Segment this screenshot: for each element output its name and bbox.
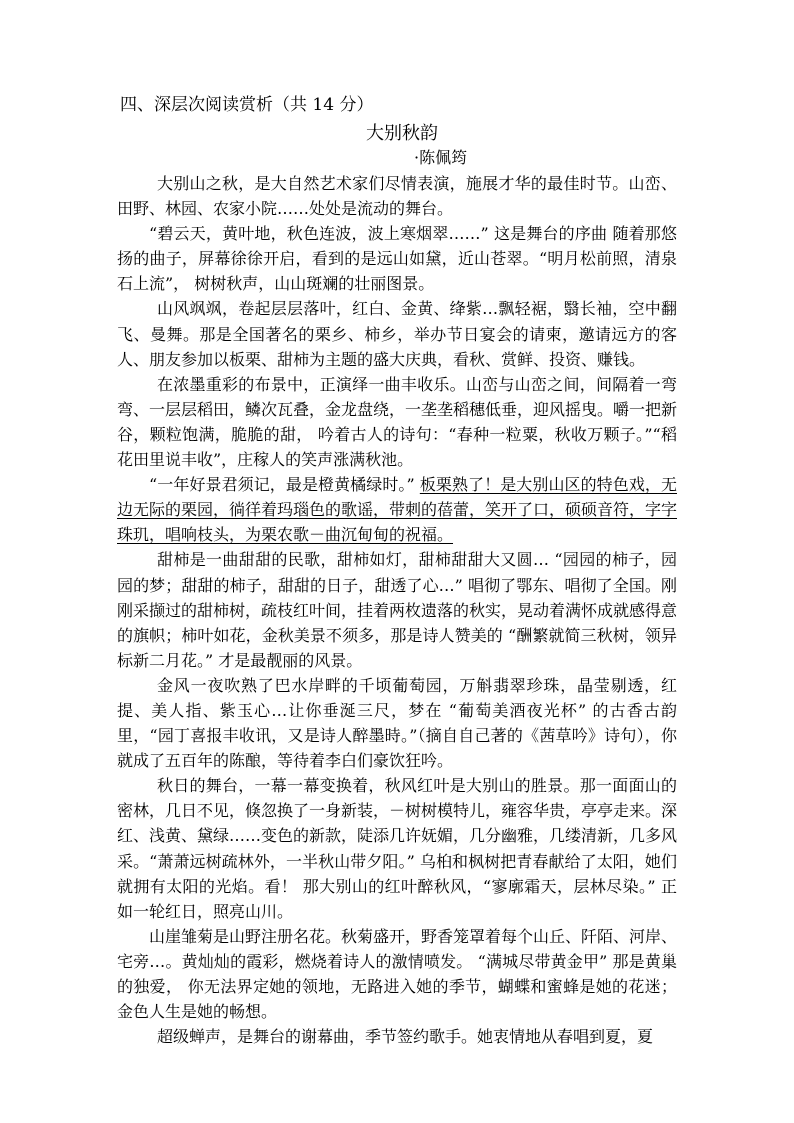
article-title: 大别秋韵: [366, 123, 438, 144]
paragraph: 甜柿是一曲甜甜的民歌，甜柿如灯，甜柿甜甜大又圆… “园园的柿子，园园的梦；甜甜的柿子，甜甜的日子，甜透了心…” 唱彻了鄂东、唱彻了全国。刚刚采撷过的甜柿树，疏枝红叶间，挂着两枚遗落的秋实，晃动着满怀成就感得意的旗帜；柿叶如花，金秋美景不须多，那是诗人赞美的 “酬繁就简三秋树，领异标新二月花。” 才是最靓丽的风景。: [117, 550, 678, 670]
paragraph: 金风一夜吹熟了巴水岸畔的千顷葡萄园，万斛翡翠珍珠，晶莹剔透，红提、美人指、紫玉心…让你垂涎三尺，梦在 “葡萄美酒夜光杯” 的古香古韵里，“园丁喜报丰收讯，又是诗人醉墨時。”（摘自自己著的《茜草吟》诗句），你就成了五百年的陈酿，等待着李白们豪饮狂吟。: [117, 675, 677, 771]
paragraph: 秋日的舞台，一幕一幕变换着，秋风红叶是大别山的胜景。那一面面山的密林，几日不见，倏忽换了一身新装，－树树模特儿，雍容华贵，亭亭走来。深红、浅黄、黛绿……变色的新款，陡添几许妩媚，几分幽雅，几缕清新，几多风采。“萧萧远树疏林外，一半秋山带夕阳。” 乌桕和枫树把青春献给了太阳，她们就拥有太阳的光焰。看！ 那大别山的红叶醉秋风，“寥廓霜天，层林尽染。” 正如一轮红日，照亮山川。: [117, 776, 678, 921]
paragraph: “碧云天，黄叶地，秋色连波，波上寒烟翠……” 这是舞台的序曲 随着那悠扬的曲子，屏幕徐徐开启，看到的是远山如黛，近山苍翠。“明月松前照，清泉石上流”， 树树秋声，山山斑斓的壮丽图景。: [117, 224, 677, 294]
paragraph-quote: “一年好景君须记，最是橙黄橘绿时。”: [149, 475, 420, 495]
underlined-passage: 板栗熟了！是大别山区的特色戏，无边无际的栗园，徜徉着玛瑙色的歌谣，带刺的蓓蕾，笑开了口，硕硕音符，字字珠玑，唱响枝头，为栗农歌－曲沉甸甸的祝福。: [117, 475, 678, 545]
paragraph: [117, 472, 677, 547]
paragraph: 大别山之秋，是大自然艺术家们尽情表演，施展才华的最佳时节。山峦、田野、林园、农家小院……处处是流动的舞台。: [117, 174, 677, 219]
paragraph: 超级蝉声，是舞台的谢幕曲，季节签约歌手。她衷情地从春唱到夏，夏: [157, 1027, 654, 1047]
paragraph: 山风飒飒，卷起层层落叶，红白、金黄、绛紫…飘轻裾，翳长袖，空中翻飞、曼舞。那是全国著名的栗乡、柿乡，举办节日宴会的请柬，邀请远方的客人、朋友参加以板栗、甜柿为主题的盛大庆典，看秋、赏鲜、投资、赚钱。: [117, 299, 677, 369]
article-body: [117, 171, 677, 1049]
section-heading: 四、深层次阅读赏析（共 14 分）: [120, 95, 374, 115]
paragraph: 在浓墨重彩的布景中，正演绎一曲丰收乐。山峦与山峦之间，间隔着一弯弯、一层层稻田，鳞次瓦叠，金龙盘绕，一垄垄稻穗低垂，迎风摇曳。嚼一把新谷，颗粒饱满，脆脆的甜， 吟着古人的诗句：“春种一粒粟，秋收万颗子。”“稻花田里说丰收”，庄稼人的笑声涨满秋池。: [117, 374, 678, 470]
paragraph: 山崖雏菊是山野注册名花。秋菊盛开，野香笼罩着每个山丘、阡陌、河岸、宅旁…。黄灿灿的霞彩，燃烧着诗人的激情喷发。 “满城尽带黄金甲” 那是黄巢的独爱， 你无法界定她的领地，无路进入她的季节，蝴蝶和蜜蜂是她的花迷；金色人生是她的畅想。: [117, 926, 678, 1022]
article-author: ·陈佩筠: [414, 148, 468, 167]
